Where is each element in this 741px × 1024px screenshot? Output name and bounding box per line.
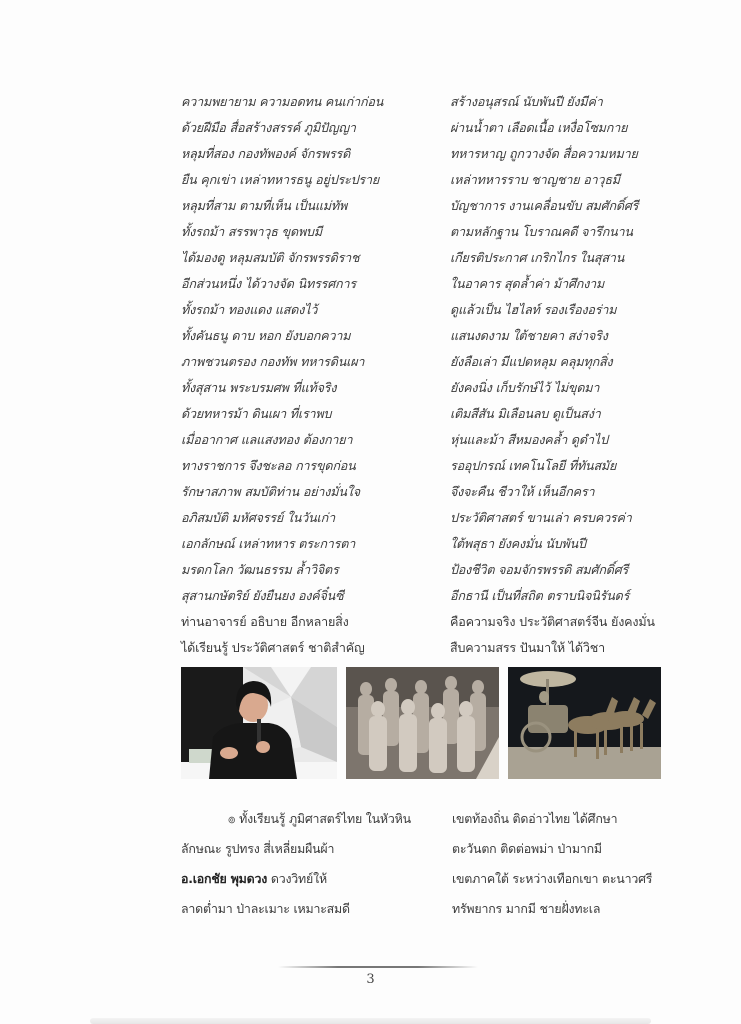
poem-line: ทั้งรถม้า ทองแดง แสดงไว้ — [181, 302, 318, 317]
author-name: อ.เอกชัย พุมดวง — [181, 871, 268, 886]
poem-line: เมื่ออากาศ แลแสงทอง ต้องกายา — [181, 432, 353, 447]
poem-line: ได้เรียนรู้ ประวัติศาสตร์ ชาติสำคัญ — [181, 640, 365, 655]
poem-line: ทั้งสุสาน พระบรมศพ ที่แท้จริง — [181, 380, 337, 395]
poem-line: ทั้งคันธนู ดาบ หอก ยังบอกความ — [181, 328, 351, 343]
poem-line: เกียรติประกาศ เกริกไกร ในสุสาน — [450, 250, 625, 265]
poem-line: ได้มองดู หลุมสมบัติ จักรพรรดิราช — [181, 250, 360, 265]
poem-line: ทหารหาญ ถูกวางจัด สื่อความหมาย — [450, 146, 638, 161]
poem-line: หุ่นและม้า สีหมองคล้ำ ดูดำไป — [450, 432, 608, 447]
photo-bronze-chariot — [508, 667, 661, 779]
poem-line: รออุปกรณ์ เทคโนโลยี ที่ทันสมัย — [450, 458, 617, 473]
poem-line: ท่านอาจารย์ อธิบาย อีกหลายสิ่ง — [181, 614, 349, 629]
poem-line: ด้วยฝีมือ สื่อสร้างสรรค์ ภูมิปัญญา — [181, 120, 356, 135]
verse-line — [181, 894, 441, 924]
poem-line: อภิสมบัติ มหัศจรรย์ ในวันเก่า — [181, 510, 335, 525]
poem-line: อีกธานี เป็นที่สถิต ตราบนิจนิรันดร์ — [450, 588, 630, 603]
poem-line: ทางราชการ จึงชะลอ การขุดก่อน — [181, 458, 356, 473]
photo-strip — [181, 667, 661, 779]
verse-text: ทั้งเรียนรู้ ภูมิศาสตร์ไทย ในหัวหิน — [239, 811, 411, 826]
poem-line: จึงจะคืน ชีวาให้ เห็นอีกครา — [450, 484, 595, 499]
photo-speaker — [181, 667, 337, 779]
verse-line — [181, 804, 441, 834]
poem-line: ทั้งรถม้า สรรพาวุธ ขุดพบมี — [181, 224, 322, 239]
verse-line: ทรัพยากร มากมี ชายฝั่งทะเล — [452, 901, 601, 916]
section2-left-column — [181, 804, 441, 924]
section2-right-column — [452, 804, 712, 924]
page-edge-shadow — [90, 1018, 651, 1024]
poem-line: เหล่าทหารราบ ชาญชาย อาวุธมี — [450, 172, 620, 187]
poem-line: ดูแล้วเป็น ไฮไลท์ รองเรืองอร่าม — [450, 302, 617, 317]
poem-right-column — [450, 89, 700, 661]
verse-text: ลักษณะ รูปทรง สี่เหลี่ยมผืนผ้า — [181, 841, 335, 856]
poem-line: หลุมที่สาม ตามที่เห็น เป็นแม่ทัพ — [181, 198, 348, 213]
poem-line: ยืน คุกเข่า เหล่าทหารธนู อยู่ประปราย — [181, 172, 380, 187]
bullet-marker: ๏ — [228, 811, 236, 826]
verse-line: ตะวันตก ติดต่อพม่า ป่ามากมี — [452, 841, 602, 856]
poem-line: บัญชาการ งานเคลื่อนขับ สมศักดิ์ศรี — [450, 198, 639, 213]
photo-terracotta-warriors — [346, 667, 499, 779]
poem-line: ในอาคาร สุดล้ำค่า ม้าศึกงาม — [450, 276, 605, 291]
verse-line: เขตท้องถิ่น ติดอ่าวไทย ได้ศึกษา — [452, 811, 618, 826]
verse-line: เขตภาคใต้ ระหว่างเทือกเขา ตะนาวศรี — [452, 871, 653, 886]
verse-line — [181, 834, 441, 864]
verse-text: ลาดต่ำมา ป่าละเมาะ เหมาะสมดี — [181, 901, 350, 916]
poem-line: ด้วยทหารม้า ดินเผา ที่เราพบ — [181, 406, 332, 421]
verse-text: ดวงวิทย์ให้ — [267, 871, 327, 886]
page-number: 3 — [366, 972, 375, 987]
poem-line: ป้องชีวิต จอมจักรพรรดิ สมศักดิ์ศรี — [450, 562, 629, 577]
poem-line: แสนงดงาม ใต้ชายคา สง่าจริง — [450, 328, 608, 343]
poem-line: ภาพชวนตรอง กองทัพ ทหารดินเผา — [181, 354, 365, 369]
verse-line — [181, 864, 441, 894]
poem-line: ความพยายาม ความอดทน คนเก่าก่อน — [181, 94, 384, 109]
poem-line: สร้างอนุสรณ์ นับพันปี ยังมีค่า — [450, 94, 603, 109]
poem-line: หลุมที่สอง กองทัพองค์ จักรพรรดิ — [181, 146, 351, 161]
poem-line: ยังลือเล่า มีแปดหลุม คลุมทุกสิ่ง — [450, 354, 613, 369]
poem-line: รักษาสภาพ สมบัติท่าน อย่างมั่นใจ — [181, 484, 360, 499]
poem-line: เอกลักษณ์ เหล่าทหาร ตระการตา — [181, 536, 356, 551]
poem-line: ประวัติศาสตร์ ขานเล่า ครบควรค่า — [450, 510, 632, 525]
poem-line: สุสานกษัตริย์ ยังยืนยง องค์จิ๋นซี — [181, 588, 344, 603]
footer-divider — [278, 966, 478, 968]
poem-line: เติมสีสัน มิเลือนลบ ดูเป็นสง่า — [450, 406, 601, 421]
poem-left-column — [181, 89, 431, 661]
poem-line: ผ่านน้ำตา เลือดเนื้อ เหงื่อโซมกาย — [450, 120, 628, 135]
poem-line: ใต้พสุธา ยังคงมั่น นับพันปี — [450, 536, 586, 551]
poem-line: ยังคงนิ่ง เก็บรักษ์ไว้ ไม่ขุดมา — [450, 380, 600, 395]
poem-line: ตามหลักฐาน โบราณคดี จารึกนาน — [450, 224, 633, 239]
poem-line: มรดกโลก วัฒนธรรม ล้ำวิจิตร — [181, 562, 339, 577]
poem-line: สืบความสรร ปันมาให้ ได้วิชา — [450, 640, 606, 655]
poem-line: คือความจริง ประวัติศาสตร์จีน ยังคงมั่น — [450, 614, 655, 629]
poem-line: อีกส่วนหนึ่ง ได้วางจัด นิทรรศการ — [181, 276, 356, 291]
